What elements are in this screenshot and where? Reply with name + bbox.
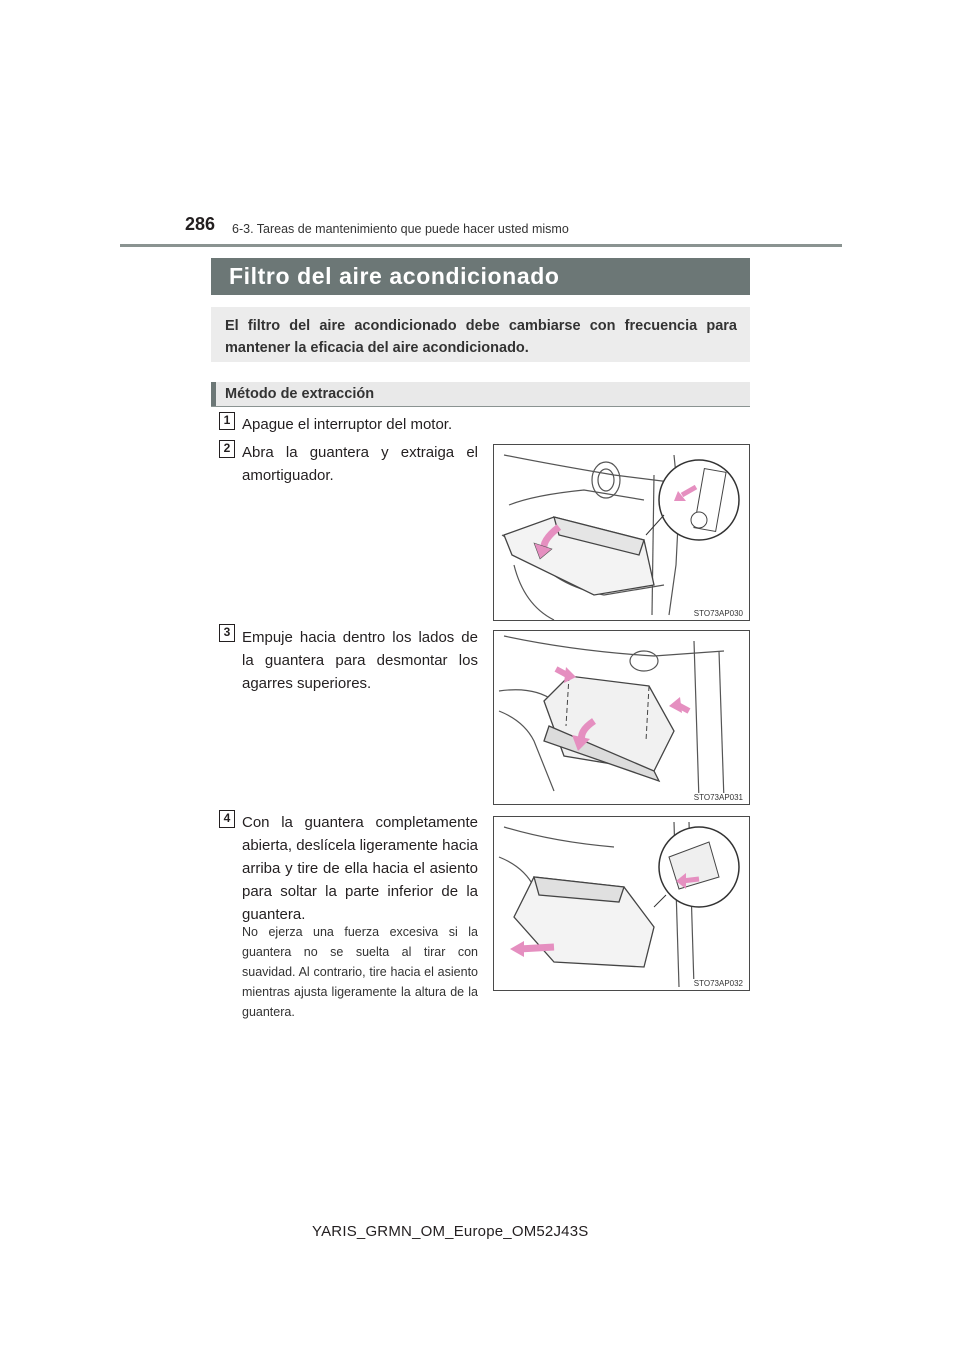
footer-code: YARIS_GRMN_OM_Europe_OM52J43S [312,1223,589,1240]
step-1-text: Apague el interruptor del motor. [242,416,453,433]
intro-text: El filtro del aire acondicionado debe cambiarse con frecuencia para mantener la eficacia del aire acondicionado. [225,318,737,356]
figure-label: STO73AP032 [693,979,743,988]
subheading-accent [211,382,216,406]
step-1-badge: 1 [219,412,235,430]
subheading-text: Método de extracción [225,386,375,402]
figure-label: STO73AP030 [693,609,743,618]
step-4-badge: 4 [219,810,235,828]
header-rule [120,244,842,247]
step-2-text: Abra la guantera y extraiga el amortiguador. [242,444,478,484]
section-title: 6-3. Tareas de mantenimiento que puede hacer usted mismo [232,222,569,236]
step-4-text: Con la guantera completamente abierta, deslícela ligeramente hacia arriba y tire de ella hacia el asiento para soltar la parte inferior de la guantera. [242,814,478,923]
step-4-note: No ejerza una fuerza excesiva si la guantera no se suelta al tirar con suavidad. Al contrario, tire hacia el asiento mientras ajusta ligeramente la altura de la guantera. [242,925,478,1019]
figure-label: STO73AP031 [693,793,743,802]
subheading-bar [211,382,750,407]
figure-step-2 [493,444,750,621]
intro-box [211,307,750,362]
page-number: 286 [185,214,216,234]
figure-step-4 [493,816,750,991]
page-title: Filtro del aire acondicionado [229,263,560,289]
figure-step-3 [493,630,750,805]
step-3-text: Empuje hacia dentro los lados de la guantera para desmontar los agarres superiores. [242,629,478,692]
glovebox-release-illustration [494,817,750,991]
title-bar [211,258,750,295]
glovebox-open-illustration [494,445,750,621]
glovebox-squeeze-illustration [494,631,750,805]
arrow-left-icon [519,947,554,949]
step-3-badge: 3 [219,624,235,642]
step-2-badge: 2 [219,440,235,458]
